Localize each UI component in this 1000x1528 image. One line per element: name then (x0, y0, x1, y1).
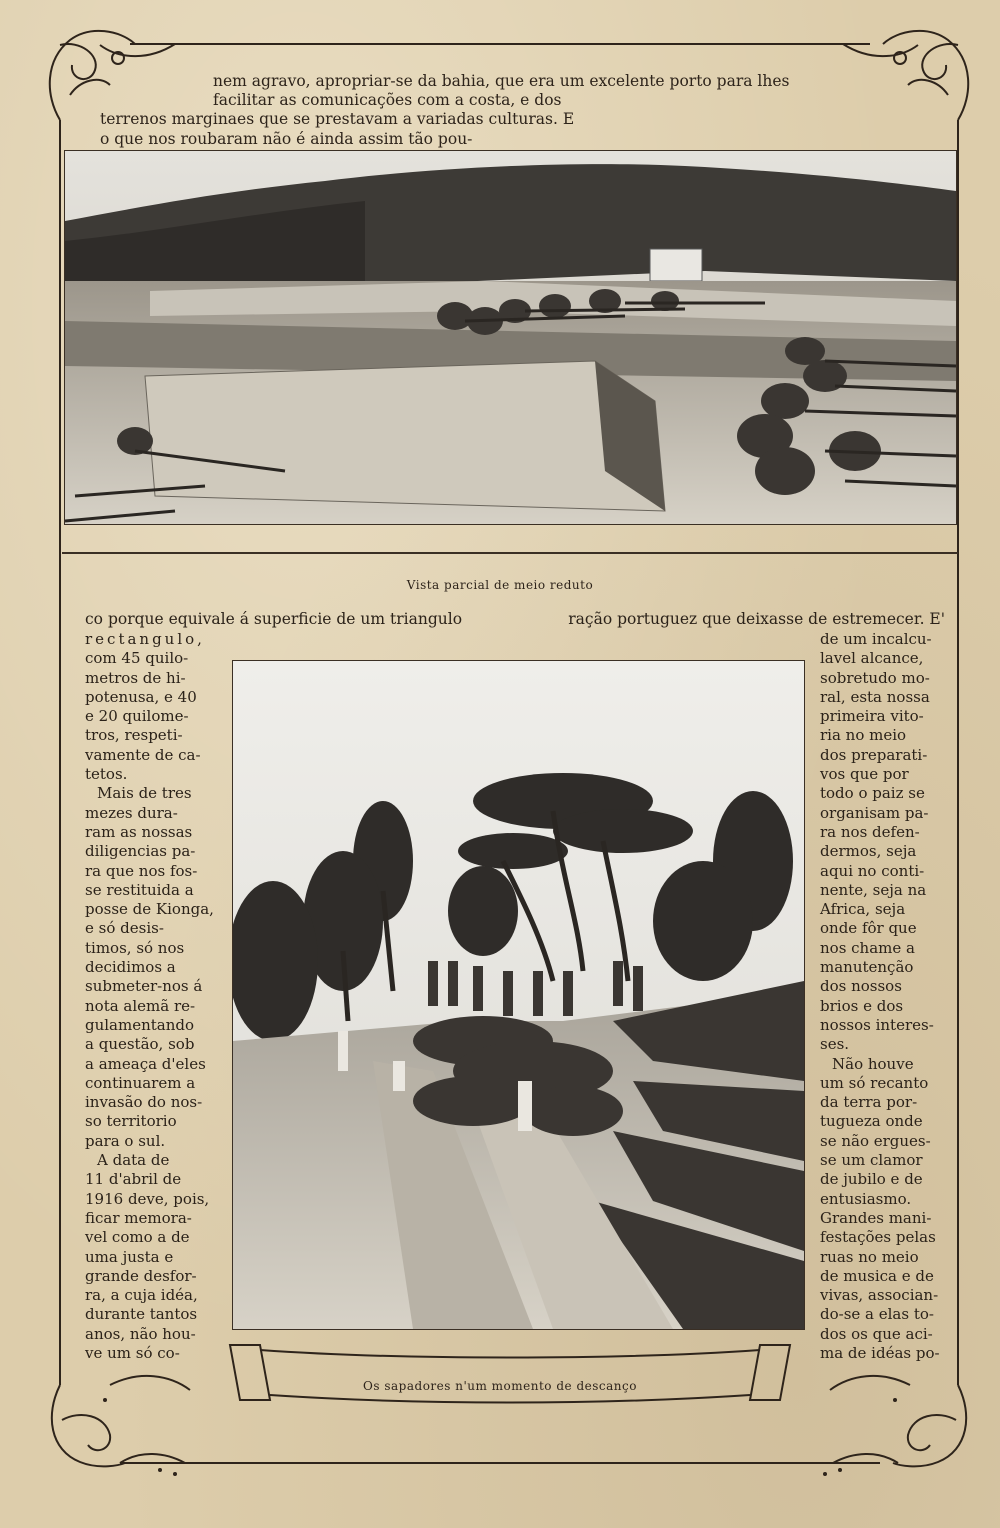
column-line: a questão, sob (85, 1035, 195, 1054)
column-line: grande desfor- (85, 1266, 197, 1285)
column-line: com 45 quilo- (85, 649, 189, 668)
intro-line: terrenos marginaes que se prestavam a variadas culturas. E (100, 110, 575, 129)
column-line: se um clamor (820, 1151, 923, 1170)
column-line: 1916 deve, pois, (85, 1189, 210, 1208)
column-line: do-se a elas to- (820, 1305, 934, 1324)
column-line: A data de (97, 1151, 170, 1170)
column-line: decidimos a (85, 958, 176, 977)
column-line: Grandes mani- (820, 1208, 932, 1227)
column-line: organisam pa- (820, 803, 929, 822)
wide-line-left: co porque equivale á superficie de um triangulo (85, 610, 463, 628)
column-line: dermos, seja (820, 842, 917, 861)
column-line: da terra por- (820, 1093, 918, 1112)
column-line: lavel alcance, (820, 649, 924, 668)
column-line: posse de Kionga, (85, 900, 214, 919)
column-line: nossos interes- (820, 1015, 934, 1034)
column-line: vivas, associan- (820, 1286, 939, 1305)
top-photo-caption: Vista parcial de meio reduto (406, 578, 594, 592)
column-line: aqui no conti- (820, 861, 925, 880)
column-line: de jubilo e de (820, 1170, 923, 1189)
column-line: ma de idéas po- (820, 1343, 940, 1362)
column-line: dos os que aci- (820, 1324, 933, 1343)
column-line: se restituida a (85, 880, 194, 899)
column-line: e só desis- (85, 919, 164, 938)
column-line: vamente de ca- (85, 745, 201, 764)
column-line: ruas no meio (820, 1247, 919, 1266)
column-line: manutenção (820, 958, 914, 977)
column-line: submeter-nos á (85, 977, 203, 996)
column-line: vel como a de (85, 1228, 190, 1247)
column-line: tugueza onde (820, 1112, 923, 1131)
column-line: de um incalcu- (820, 630, 932, 648)
column-line: ficar memora- (85, 1208, 192, 1227)
column-line: Mais de tres (97, 784, 192, 803)
column-line: ra nos defen- (820, 822, 920, 841)
column-line: continuarem a (85, 1073, 196, 1092)
column-line: se não ergues- (820, 1131, 931, 1150)
column-line: onde fôr que (820, 919, 917, 938)
column-line: uma justa e (85, 1247, 174, 1266)
column-line: ral, esta nossa (820, 687, 930, 706)
column-line: nota alemã re- (85, 996, 196, 1015)
column-line: para o sul. (85, 1131, 166, 1150)
column-line: ve um só co- (85, 1343, 180, 1362)
column-line: timos, só nos (85, 938, 185, 957)
column-line: primeira vito- (820, 707, 924, 726)
column-line: durante tantos (85, 1305, 198, 1324)
column-line: brios e dos (820, 996, 904, 1015)
column-line: invasão do nos- (85, 1093, 203, 1112)
column-line: rectangulo, (85, 630, 205, 648)
column-line: mezes dura- (85, 803, 178, 822)
right-text-column (820, 630, 950, 1363)
sappers-photograph (232, 660, 805, 1330)
column-line: vos que por (820, 765, 909, 784)
column-line: ses. (820, 1035, 850, 1054)
column-line: gulamentando (85, 1015, 195, 1034)
column-line: todo o paiz se (820, 784, 925, 803)
column-line: entusiasmo. (820, 1189, 912, 1208)
column-line: diligencias pa- (85, 842, 196, 861)
column-line: ram as nossas (85, 822, 193, 841)
column-line: so territorio (85, 1112, 177, 1131)
column-line: Não houve (832, 1054, 914, 1073)
left-text-column (85, 630, 225, 1363)
column-line: um só recanto (820, 1073, 929, 1092)
column-line: a ameaça d'eles (85, 1054, 206, 1073)
bottom-photo-caption: Os sapadores n'um momento de descanço (363, 1379, 637, 1393)
column-line: festações pelas (820, 1228, 936, 1247)
column-line: de musica e de (820, 1266, 934, 1285)
intro-line: o que nos roubaram não é ainda assim tão pou- (100, 129, 473, 148)
column-line: nente, seja na (820, 880, 927, 899)
column-line: metros de hi- (85, 668, 186, 687)
column-line: ria no meio (820, 726, 907, 745)
column-line: tros, respeti- (85, 726, 183, 745)
column-line: Africa, seja (820, 900, 906, 919)
column-line: ra que nos fos- (85, 861, 198, 880)
column-line: anos, não hou- (85, 1324, 196, 1343)
column-line: sobretudo mo- (820, 668, 930, 687)
column-line: tetos. (85, 765, 128, 784)
column-line: 11 d'abril de (85, 1170, 182, 1189)
intro-paragraph (100, 72, 820, 149)
column-line: dos preparati- (820, 745, 928, 764)
column-line: potenusa, e 40 (85, 687, 197, 706)
trench-photo-illustration (65, 151, 956, 524)
column-line: ra, a cuja idéa, (85, 1286, 198, 1305)
section-divider (62, 552, 958, 554)
sappers-photo-illustration (233, 661, 804, 1329)
column-line: dos nossos (820, 977, 902, 996)
intro-line: facilitar as comunicações com a costa, e dos (213, 91, 562, 110)
intro-line: nem agravo, apropriar-se da bahia, que era um excelente porto para lhes (213, 72, 790, 90)
column-line: e 20 quilome- (85, 707, 189, 726)
wide-line-right: ração portuguez que deixasse de estremecer. E' (568, 610, 945, 628)
column-line: nos chame a (820, 938, 915, 957)
trench-photograph (64, 150, 957, 525)
